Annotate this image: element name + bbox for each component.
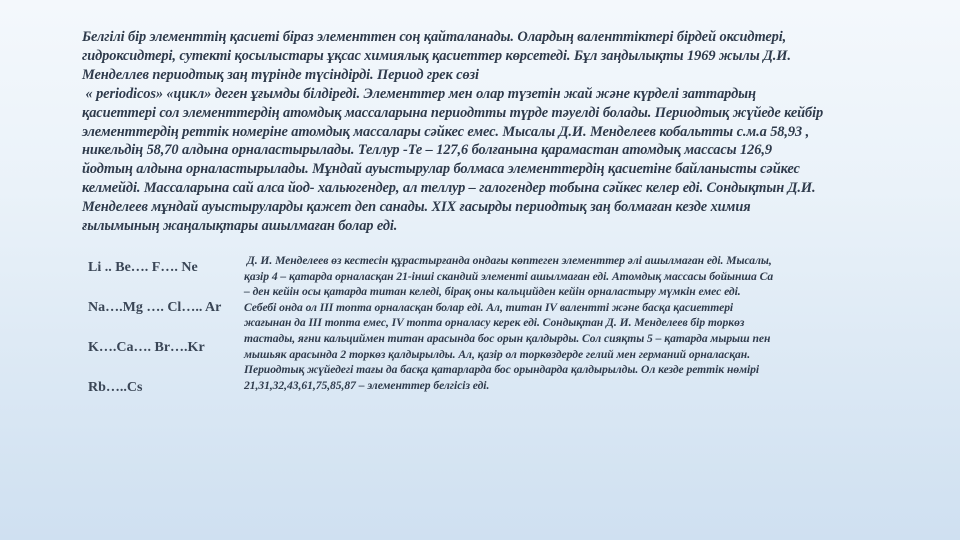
- main-paragraph-line: Белгілі бір элементтің қасиеті біраз элементтен соң қайталанады. Олардың валенттіктері бірдей оксидтері,: [82, 29, 787, 45]
- side-paragraph: [244, 253, 904, 393]
- element-sequence-row: Rb…..Cs: [88, 380, 143, 395]
- main-paragraph-line: гидроксидтері, сутекті қосылыстары ұқсас химиялық қасиеттер көрсетеді. Бұл заңдылықты 1969 жылы Д.И.: [82, 47, 791, 64]
- side-paragraph-line: Д. И. Менделеев өз кестесін құрастырғанда ондағы көптеген элементтер әлі ашылмаған еді. Мысалы,: [244, 254, 772, 267]
- side-paragraph-line: Себебі онда ол III топта орналасқан болар еді. Ал, титан IV валентті және басқа қасиеттері: [244, 300, 734, 314]
- element-sequence-row: K….Ca…. Br….Kr: [88, 340, 205, 355]
- side-paragraph-line: жағынан да III топта емес, IV топта орналасу керек еді. Сондықтан Д. И. Менделеев бір торкөз: [244, 316, 745, 330]
- side-paragraph-line: тастады, яғни кальциймен титан арасында бос орын қалдырды. Сол сияқты 5 – қатарда мырыш пен: [244, 331, 771, 345]
- main-paragraph-line: Менделлев периодтық заң түрінде түсіндірді. Период грек сөзі: [82, 66, 479, 83]
- side-paragraph-line: мышьяк арасында 2 торкөз қалдырылды. Ал, қазір ол торкөздерде гелий мен германий орналасқан.: [244, 347, 751, 361]
- element-sequence-row: Li .. Be…. F…. Ne: [88, 260, 198, 275]
- main-paragraph-line: қасиеттері сол элементтердің атомдық массаларына периодтты түрде тәуелді болады. Периодтық жүйеде кейбір: [82, 104, 824, 121]
- side-paragraph-line: 21,31,32,43,61,75,85,87 – элементтер белгісіз еді.: [244, 378, 490, 392]
- main-paragraph-line: элементтердің реттік номеріне атомдық массалары сәйкес емес. Мысалы Д.И. Менделеев кобальтты с.м.а 58,93 ,: [82, 123, 810, 140]
- main-paragraph-line: никельдің 58,70 алдына орналастырылады. Теллур -Те – 127,6 болғанына қарамастан атомдық массасы 126,9: [82, 142, 772, 159]
- side-paragraph-line: қазір 4 – қатарда орналасқан 21-інші скандий элементі ашылмаған еді. Атомдық массасы бойынша Са: [244, 269, 774, 283]
- main-paragraph-line: ғылымының жаңалықтары ашылмаған болар еді.: [82, 218, 398, 235]
- side-paragraph-line: Периодтық жүйедегі тағы да басқа қатарларда бос орындарда қалдырылды. Ол кезде реттік нөмірі: [244, 363, 760, 377]
- main-paragraph-line: Менделеев мұндай ауыстыруларды қажет деп санады. XIX ғасырды периодтық заң болмаған кезде химия: [82, 199, 751, 216]
- element-sequence-row: Na….Mg …. Cl….. Ar: [88, 300, 222, 315]
- element-sequences-list: [88, 258, 248, 418]
- side-paragraph-line: – ден кейін осы қатарда титан келеді, бірақ оны кальцийден кейін орналастыру мүмкін емес еді.: [244, 285, 741, 299]
- main-paragraph-line: « periodicos» «цикл» деген ұғымды білдіреді. Элементтер мен олар түзетін жай және күрделі заттардың: [82, 85, 756, 102]
- main-paragraph: [82, 28, 912, 236]
- main-paragraph-line: келмейді. Массаларына сай алса йод- хальюгендер, ал теллур – галогендер тобына сәйкес келер еді. Сондықтын Д.И.: [82, 180, 816, 197]
- main-paragraph-line: йодтың алдына орналастырылады. Мұндай ауыстырулар болмаса элементтердің қасиетіне байланысты сәйкес: [82, 161, 800, 178]
